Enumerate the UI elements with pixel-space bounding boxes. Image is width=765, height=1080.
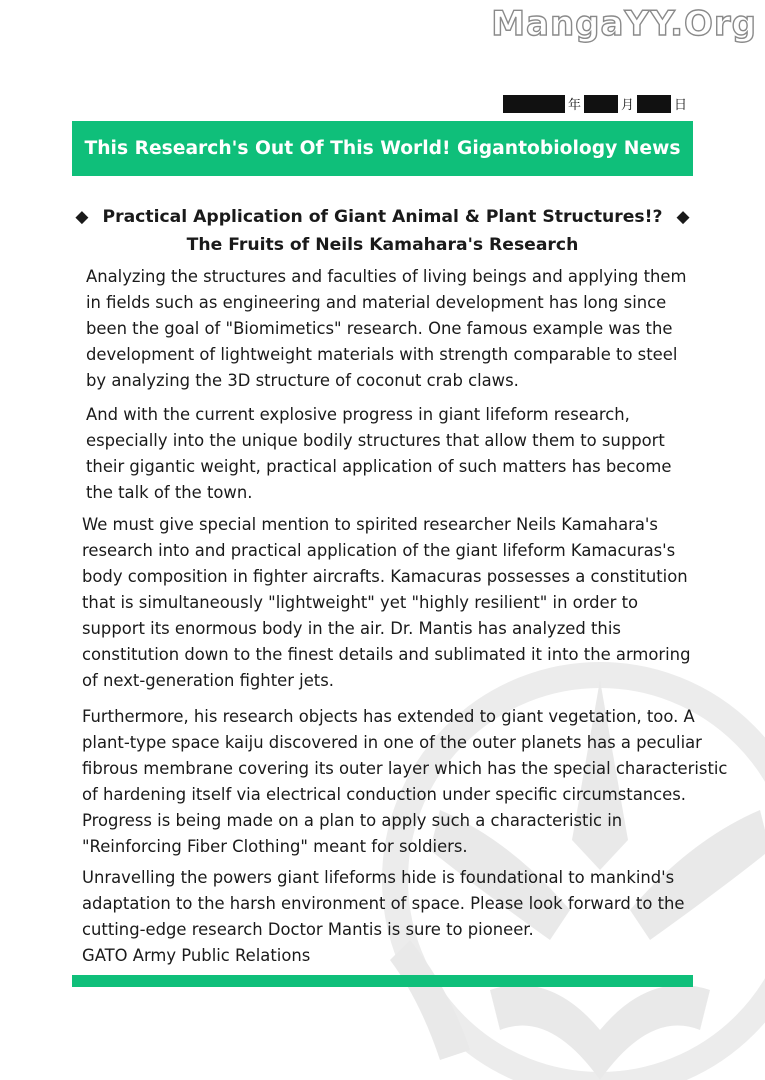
paragraph-line: Progress is being made on a plan to apply such a characteristic in <box>82 811 623 830</box>
news-header-band <box>72 121 693 176</box>
paragraph-line: been the goal of "Biomimetics" research. One famous example was the <box>86 319 673 338</box>
article-headline <box>70 203 695 259</box>
redacted-year <box>503 95 565 113</box>
paragraph-line: of next-generation fighter jets. <box>82 671 334 690</box>
paragraph-line: Furthermore, his research objects has extended to giant vegetation, too. A <box>82 707 695 726</box>
redacted-month <box>584 95 618 113</box>
paragraph-line: the talk of the town. <box>86 483 253 502</box>
paragraph-line: by analyzing the 3D structure of coconut crab claws. <box>86 371 519 390</box>
diamond-bullet-icon: ◆ <box>676 207 690 227</box>
paragraph-line: "Reinforcing Fiber Clothing" meant for soldiers. <box>82 837 468 856</box>
redacted-day <box>637 95 671 113</box>
paragraph-line: in fields such as engineering and material development has long since <box>86 293 667 312</box>
paragraph-line: their gigantic weight, practical application of such matters has become <box>86 457 672 476</box>
paragraph-3 <box>82 512 690 694</box>
paragraph-line: especially into the unique bodily structures that allow them to support <box>86 431 665 450</box>
paragraph-line: fibrous membrane covering its outer layer which has the special characteristic <box>82 759 728 778</box>
paragraph-line: body composition in fighter aircrafts. Kamacuras possesses a constitution <box>82 567 688 586</box>
paragraph-line: of hardening itself via electrical conduction under specific circumstances. <box>82 785 686 804</box>
paragraph-line: cutting-edge research Doctor Mantis is sure to pioneer. <box>82 920 534 939</box>
paragraph-line: plant-type space kaiju discovered in one of the outer planets has a peculiar <box>82 733 702 752</box>
paragraph-line: development of lightweight materials with strength comparable to steel <box>86 345 678 364</box>
headline-line-1: Practical Application of Giant Animal & Plant Structures!? <box>102 207 663 227</box>
paragraph-5 <box>82 865 685 969</box>
paragraph-line: constitution down to the finest details and sublimated it into the armoring <box>82 645 691 664</box>
signature-line: GATO Army Public Relations <box>82 946 311 965</box>
date-row <box>503 94 687 113</box>
paragraph-1 <box>86 264 686 394</box>
year-label: 年 <box>567 98 581 113</box>
diamond-bullet-icon: ◆ <box>75 207 89 227</box>
paragraph-line: And with the current explosive progress in giant lifeform research, <box>86 405 630 424</box>
paragraph-2 <box>86 402 671 506</box>
bottom-divider-band <box>72 975 693 987</box>
paragraph-4 <box>82 704 727 860</box>
month-label: 月 <box>620 98 634 113</box>
paragraph-line: We must give special mention to spirited researcher Neils Kamahara's <box>82 515 658 534</box>
paragraph-line: research into and practical application of the giant lifeform Kamacuras's <box>82 541 676 560</box>
paragraph-line: Unravelling the powers giant lifeforms hide is foundational to mankind's <box>82 868 675 887</box>
paragraph-line: that is simultaneously "lightweight" yet "highly resilient" in order to <box>82 593 639 612</box>
day-label: 日 <box>673 98 687 113</box>
news-header-title: This Research's Out Of This World! Gigantobiology News <box>84 138 681 159</box>
paragraph-line: support its enormous body in the air. Dr. Mantis has analyzed this <box>82 619 621 638</box>
headline-line-2: The Fruits of Neils Kamahara's Research <box>186 235 579 255</box>
site-watermark: MangaYY.Org <box>491 4 757 44</box>
paragraph-line: adaptation to the harsh environment of space. Please look forward to the <box>82 894 685 913</box>
paragraph-line: Analyzing the structures and faculties of living beings and applying them <box>86 267 687 286</box>
